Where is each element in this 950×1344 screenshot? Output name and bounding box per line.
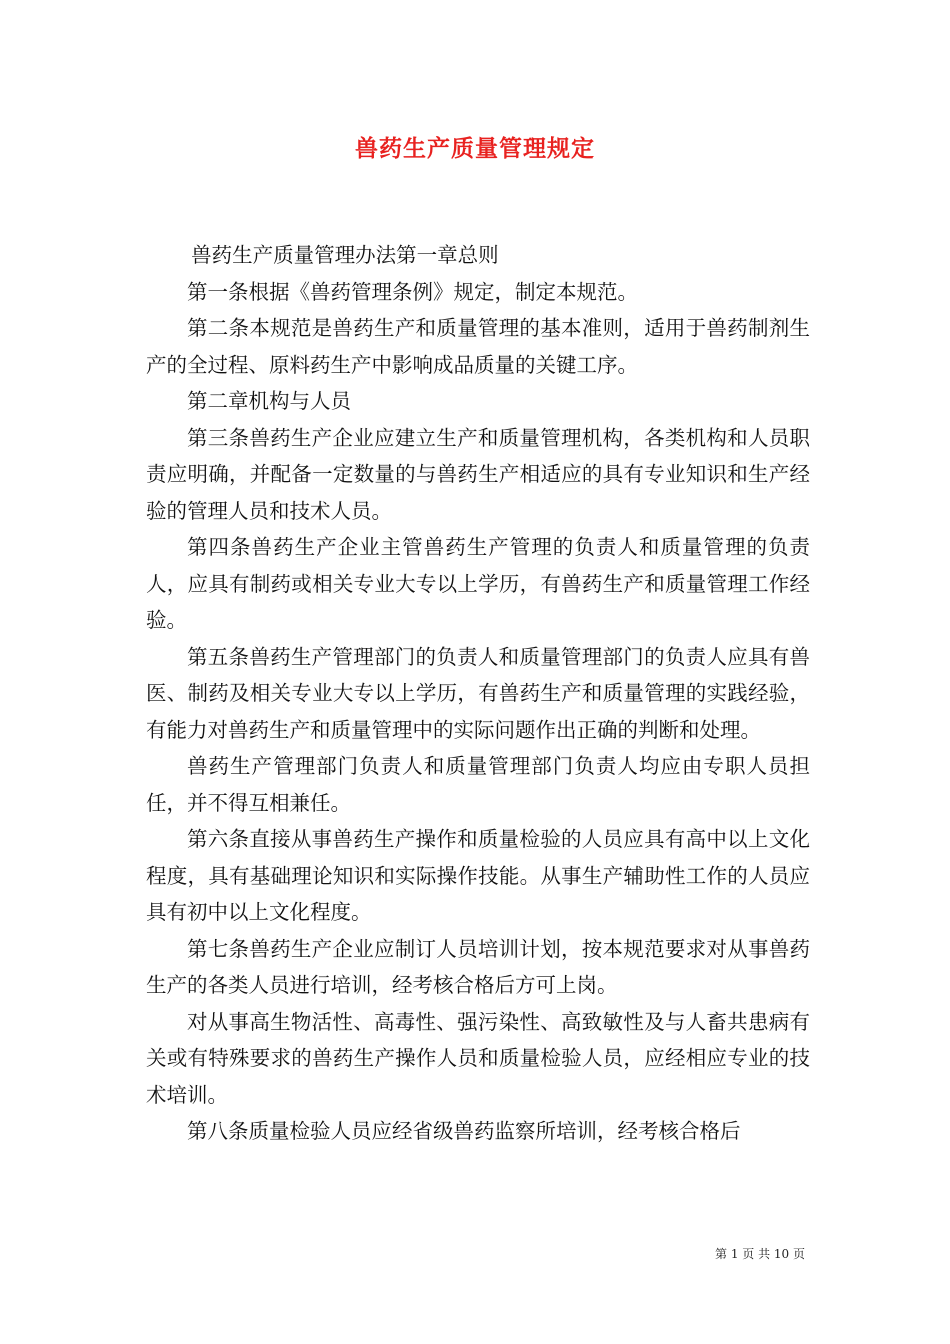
paragraph: 第二条本规范是兽药生产和质量管理的基本准则，适用于兽药制剂生产的全过程、原料药生产中影响成品质量的关键工序。 [146,316,810,377]
document-title: 兽药生产质量管理规定 [355,135,595,162]
paragraph: 对从事高生物活性、高毒性、强污染性、高致敏性及与人畜共患病有关或有特殊要求的兽药生产操作人员和质量检验人员，应经相应专业的技术培训。 [146,1009,810,1107]
paragraph: 第五条兽药生产管理部门的负责人和质量管理部门的负责人应具有兽医、制药及相关专业大专以上学历，有兽药生产和质量管理的实践经验，有能力对兽药生产和质量管理中的实际问题作出正确的判断和处理。 [146,644,810,742]
paragraph: 第三条兽药生产企业应建立生产和质量管理机构，各类机构和人员职责应明确，并配备一定数量的与兽药生产相适应的具有专业知识和生产经验的管理人员和技术人员。 [146,425,810,523]
paragraph: 第四条兽药生产企业主管兽药生产管理的负责人和质量管理的负责人，应具有制药或相关专业大专以上学历，有兽药生产和质量管理工作经验。 [146,535,810,632]
paragraph: 第一条根据《兽药管理条例》规定，制定本规范。 [187,279,638,304]
page-number-footer: 第 1 页 共 10 页 [715,1247,805,1261]
paragraph: 兽药生产管理部门负责人和质量管理部门负责人均应由专职人员担任，并不得互相兼任。 [146,754,810,815]
paragraph: 第八条质量检验人员应经省级兽药监察所培训，经考核合格后 [187,1119,741,1143]
paragraph: 第七条兽药生产企业应制订人员培训计划，按本规范要求对从事兽药生产的各类人员进行培训，经考核合格后方可上岗。 [146,936,810,997]
paragraph: 兽药生产质量管理办法第一章总则 [191,243,499,267]
paragraph: 第六条直接从事兽药生产操作和质量检验的人员应具有高中以上文化程度，具有基础理论知识和实际操作技能。从事生产辅助性工作的人员应具有初中以上文化程度。 [146,827,810,924]
document-body [146,237,810,1150]
paragraph: 第二章机构与人员 [187,389,351,413]
